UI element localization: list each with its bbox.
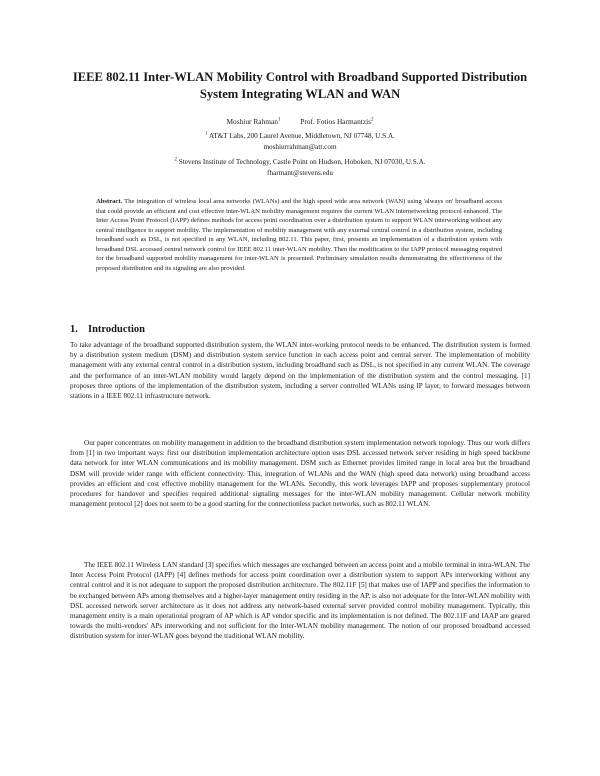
paper-title: IEEE 802.11 Inter-WLAN Mobility Control with Broadband Supported Distribution System Integrating WLAN and WAN xyxy=(72,70,528,101)
author-name: Prof. Fotios Harmantzis xyxy=(300,117,372,126)
abstract-text: The integration of wireless local area networks (WLANs) and the high speed wide area network (WAN) using 'always on' broadband access that could provide an efficient and cost effective inter-WLAN mobility management requires the current WLAN internetworking protocol enhanced. The Inter Access Point Protocol (IAPP) defines methods for access point coordination over a distribution system to support WLAN interworking without any central intelligence to support mobility. The implementation of mobility management with any external central control in a distribution system, including broadband such as DSL, is not specified in any WLAN, including 802.11. This paper, first, presents an implementation of a distribution system with broadband DSL accessed central network control for IEEE 802.11 inter-WLAN mobility. Then the modification to the IAPP protocol messaging required for the broadband supported mobility management for inter-WLAN is presented. Preliminary simulation results demonstrating the effectiveness of the proposed distribution and its signaling are also provided. xyxy=(96,198,503,272)
affiliation-email: moshiurrahman@att.com xyxy=(263,142,337,151)
section-number: 1. xyxy=(70,324,78,335)
affiliation-2 xyxy=(0,157,600,178)
paragraph: The IEEE 802.11 Wireless LAN standard [3] specifies which messages are exchanged between an access point and a mobile terminal in intra-WLAN. The Inter Access Point Protocol (IAPP) [4] defines methods for access point coordination over a distribution system to support APs interworking without any central control and it is not adequate to support the proposed distribution architecture. The 802.11F [5] that makes use of IAPP and specifies the information to be exchanged between APs among themselves and a higher-layer management entity residing in the AP, is also not adequate for the Inter-WLAN mobility with DSL accessed network server architecture as it does not address any network-based external server provided control mobility management. Typically, this management entity is a main operational program of AP which is AP vendor specific and its implementation is not defined. The 802.11F and IAAP are geared towards the multi-vendors' APs interworking and not sufficient for the Inter-WLAN mobility management. The notion of our proposed broadband accessed distribution system for inter-WLAN goes beyond the traditional WLAN mobility. xyxy=(70,561,530,641)
affiliation-text: AT&T Labs, 200 Laurel Avenue, Middletown, NJ 07748, U.S.A. xyxy=(208,132,395,140)
affiliation-email: fharmant@stevens.edu xyxy=(267,168,333,177)
author-line xyxy=(0,117,600,127)
section-title: Introduction xyxy=(88,324,145,335)
author-name: Moshiur Rahman xyxy=(226,117,278,126)
affiliation-sup: 1 xyxy=(205,131,208,137)
affiliation-1 xyxy=(0,131,600,152)
author-sup: 2 xyxy=(371,117,374,123)
author-sup: 1 xyxy=(277,117,281,123)
paragraph: Our paper concentrates on mobility management in addition to the broadband distribution system implementation network topology. Thus our work differs from [1] in two important ways: first our distribution implementation architecture option uses DSL accessed network server residing in high speed backbone data network for inter WLAN communications and its mobility management. DSM such as Ethernet provides limited range in local area but the broadband DSM will provide wider range with efficient connectivity. This, integration of WLANs and the WAN (high speed data network) using broadband access provides an efficient and cost effective mobility management for the WLANs. Secondly, this work leverages IAPP and proposes supplementary protocol procedures for handover and specifies required additional signaling messages for the inter-WLAN mobility management. Cellular network mobility management protocol [2] does not seem to be a good starting for the connectionless packet networks, such as 802.11 WLAN. xyxy=(70,439,530,509)
abstract xyxy=(96,197,502,273)
affiliation-text: Stevens Institute of Technology, Castle Point on Hudson, Hoboken, NJ 07030, U.S.A. xyxy=(178,158,426,166)
affiliation-sup: 2 xyxy=(174,157,177,163)
abstract-label: Abstract. xyxy=(96,198,123,205)
paragraph: To take advantage of the broadband supported distribution system, the WLAN inter-working protocol needs to be enhanced. The distribution system is formed by a distribution system medium (DSM) and distribution system service function in each access point and central server. The implementation of mobility management with any external central control in a distribution system, including broadband such as DSL, is not specified in any current WLAN. The coverage and the performance of an inter-WLAN mobility would largely depend on the implementation of the distribution system and the control messaging. [1] proposes three options of the implementation of the distribution system, including a server controlled WLANs using IP layer, to forward messages between stations in a IEEE 802.11 infrastructure network. xyxy=(70,341,530,401)
section-heading xyxy=(70,324,145,335)
